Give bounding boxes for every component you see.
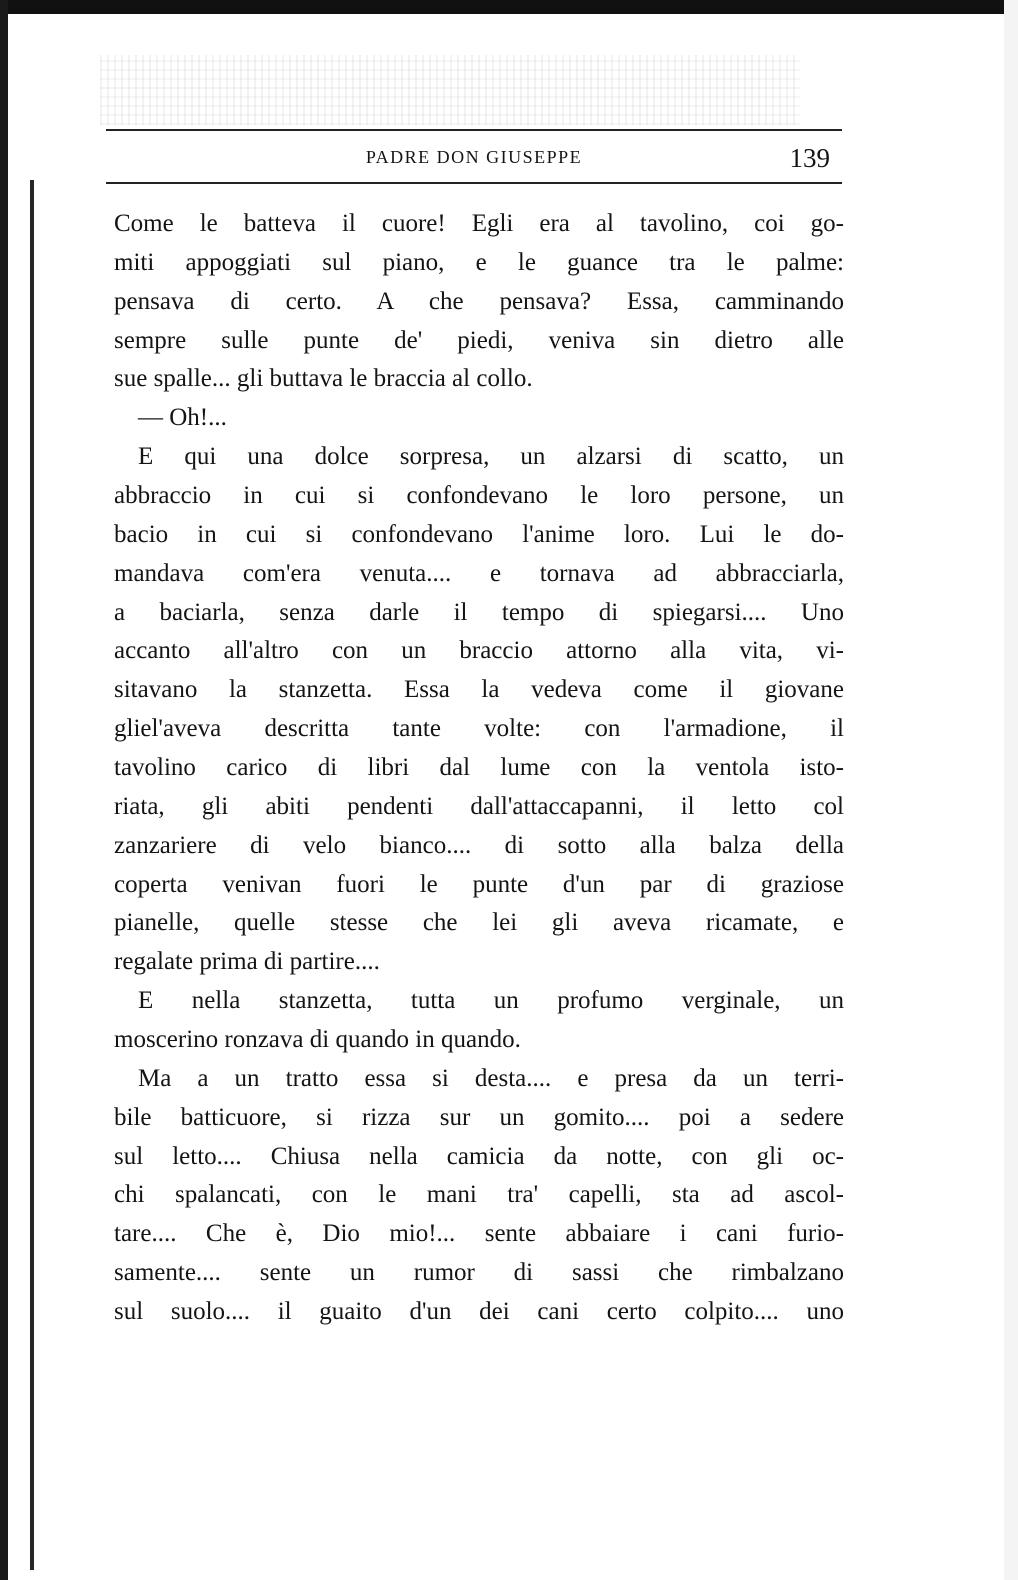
- text-line: tavolino carico di libri dal lume con la ventola isto-: [114, 754, 844, 782]
- text-line: regalate prima di partire....: [114, 948, 380, 976]
- text-line: sue spalle... gli buttava le braccia al collo.: [114, 365, 533, 393]
- text-line: Ma a un tratto essa si desta.... e presa da un terri-: [138, 1064, 844, 1092]
- text-line: sitavano la stanzetta. Essa la vedeva come il giovane: [114, 676, 844, 704]
- text-line: Come le batteva il cuore! Egli era al tavolino, coi go-: [114, 210, 844, 237]
- text-line: — Oh!...: [138, 404, 227, 432]
- scan-right-border: [1004, 0, 1018, 1580]
- text-line: abbraccio in cui si confondevano le loro persone, un: [114, 482, 844, 510]
- text-line: pianelle, quelle stesse che lei gli aveva ricamate, e: [114, 909, 844, 937]
- text-line: gliel'aveva descritta tante volte: con l'armadione, il: [114, 715, 844, 743]
- text-line: pensava di certo. A che pensava? Essa, camminando: [114, 287, 844, 315]
- text-line: tare.... Che è, Dio mio!... sente abbaiare i cani furio-: [114, 1220, 844, 1248]
- scan-top-border: [0, 0, 1004, 14]
- running-head: [106, 143, 842, 171]
- text-line: mandava com'era venuta.... e tornava ad abbracciarla,: [114, 559, 844, 587]
- text-line: moscerino ronzava di quando in quando.: [114, 1026, 521, 1054]
- text-line: zanzariere di velo bianco.... di sotto alla balza della: [114, 831, 844, 859]
- text-line: samente.... sente un rumor di sassi che rimbalzano: [114, 1259, 844, 1287]
- text-line: sul letto.... Chiusa nella camicia da notte, con gli oc-: [114, 1142, 844, 1170]
- text-line: E nella stanzetta, tutta un profumo verginale, un: [138, 987, 844, 1015]
- header-rule-top: [106, 129, 842, 131]
- page-number: 139: [789, 143, 830, 173]
- page-gutter-shadow: [30, 180, 34, 1570]
- text-line: sul suolo.... il guaito d'un dei cani certo colpito.... uno: [114, 1298, 844, 1326]
- text-line: chi spalancati, con le mani tra' capelli, sta ad ascol-: [114, 1181, 844, 1209]
- print-show-through: [100, 55, 800, 125]
- scan-left-border: [0, 0, 8, 1580]
- text-line: miti appoggiati sul piano, e le guance tra le palme:: [114, 248, 844, 276]
- text-line: riata, gli abiti pendenti dall'attaccapanni, il letto col: [114, 792, 844, 820]
- text-line: a baciarla, senza darle il tempo di spiegarsi.... Uno: [114, 598, 844, 626]
- page-text: [114, 205, 844, 1332]
- text-line: accanto all'altro con un braccio attorno alla vita, vi-: [114, 637, 844, 665]
- header-rule-bottom: [106, 182, 842, 184]
- text-line: bile batticuore, si rizza sur un gomito.... poi a sedere: [114, 1103, 844, 1131]
- text-line: E qui una dolce sorpresa, un alzarsi di scatto, un: [138, 443, 844, 471]
- text-line: coperta venivan fuori le punte d'un par di graziose: [114, 870, 844, 898]
- text-line: bacio in cui si confondevano l'anime loro. Lui le do-: [114, 520, 844, 548]
- text-line: sempre sulle punte de' piedi, veniva sin dietro alle: [114, 326, 844, 354]
- running-title: PADRE DON GIUSEPPE: [365, 147, 583, 167]
